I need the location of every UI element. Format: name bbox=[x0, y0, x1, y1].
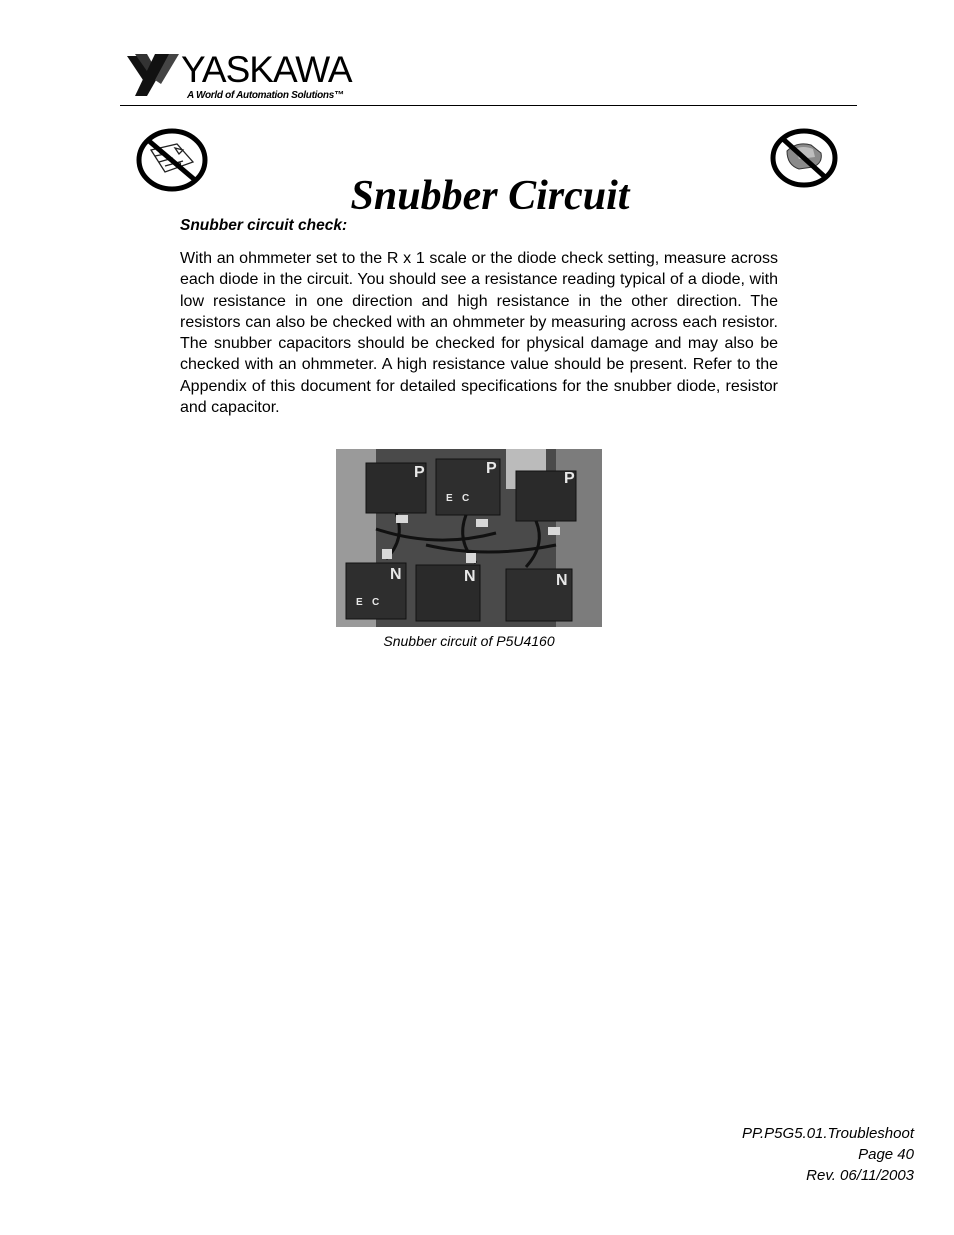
footer-doc-id: PP.P5G5.01.Troubleshoot bbox=[741, 1125, 914, 1142]
page-title: Snubber Circuit bbox=[350, 173, 630, 219]
module-label-n: N bbox=[464, 568, 476, 585]
snubber-circuit-photo bbox=[336, 449, 602, 627]
logo-tagline: A World of Automation Solutions™ bbox=[187, 90, 344, 101]
module-label-p: P bbox=[486, 460, 497, 477]
terminal-letter: C bbox=[462, 493, 470, 504]
yaskawa-logo-mark-icon bbox=[125, 50, 181, 102]
terminal-letter: C bbox=[372, 597, 380, 608]
module-label-p: P bbox=[564, 470, 575, 487]
section-heading: Snubber circuit check: bbox=[180, 217, 348, 234]
footer-revision: Rev. 06/11/2003 bbox=[806, 1167, 914, 1184]
yaskawa-logo bbox=[125, 50, 375, 106]
module-label-p: P bbox=[414, 464, 425, 481]
section-paragraph: With an ohmmeter set to the R x 1 scale or the diode check setting, measure across each diode in the circuit. You should see a resistance reading typical of a diode, with low resistance in one direction and high resistance in the other direction. The resistors can also be checked with an ohmmeter by measuring across each resistor. The snubber capacitors should be checked for physical damage and may also be checked with an ohmmeter. A high resistance value should be present. Refer to the Appendix of this document for detailed specifications for the snubber diode, resistor and capacitor. bbox=[180, 250, 778, 417]
logo-wordmark: YASKAWA bbox=[181, 49, 352, 90]
terminal-letter: E bbox=[356, 597, 363, 608]
footer-page-number: Page 40 bbox=[858, 1146, 914, 1163]
figure-caption: Snubber circuit of P5U4160 bbox=[383, 633, 555, 649]
module-label-n: N bbox=[556, 572, 568, 589]
header-rule bbox=[120, 105, 857, 106]
terminal-letter: E bbox=[446, 493, 453, 504]
page-footer bbox=[742, 1123, 914, 1186]
module-label-n: N bbox=[390, 566, 402, 583]
